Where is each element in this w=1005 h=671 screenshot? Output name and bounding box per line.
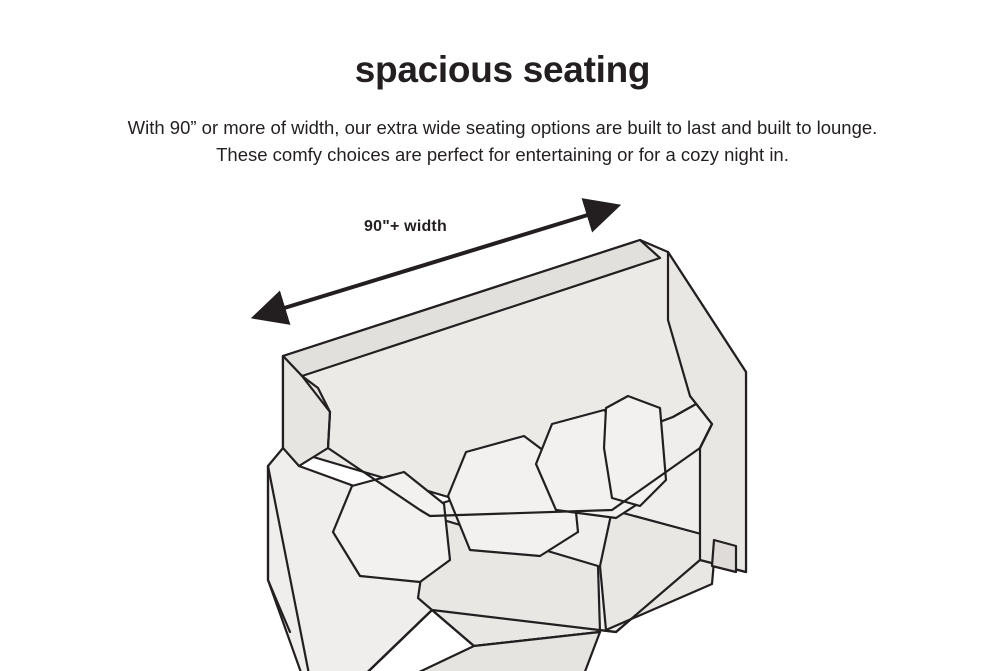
page-title: spacious seating (354, 49, 651, 90)
sofa-illustration (0, 180, 1005, 671)
dimension-label: 90"+ width (364, 218, 447, 235)
description-line-1: With 90” or more of width, our extra wide seating options are built to last and built to lounge. (127, 117, 878, 138)
description-text (88, 115, 918, 169)
description-line-2: These comfy choices are perfect for entertaining or for a cozy night in. (216, 143, 789, 165)
sofa-body (268, 240, 746, 671)
